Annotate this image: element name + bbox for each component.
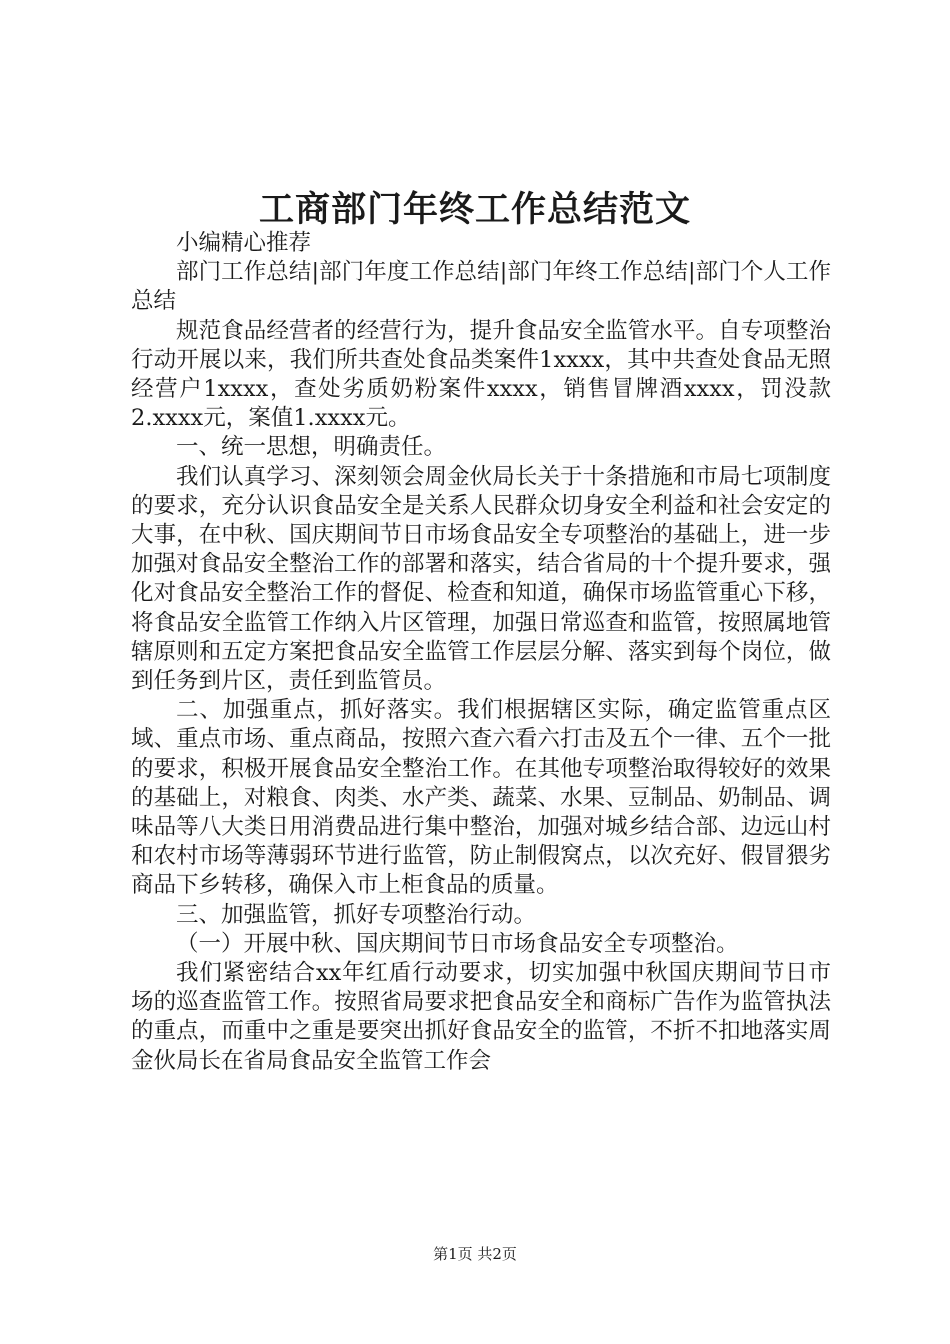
paragraph-section-2: 二、加强重点，抓好落实。我们根据辖区实际，确定监管重点区域、重点市场、重点商品，按照六查六看六打击及五个一律、五个一批的要求，积极开展食品安全整治工作。在其他专项整治取得较好的效果的基础上，对粮食、肉类、水产类、蔬菜、水果、豆制品、奶制品、调味品等八大类日用消费品进行集中整治，加强对城乡结合部、边远山村和农村市场等薄弱环节进行监管，防止制假窝点，以次充好、假冒猥劣商品下乡转移，确保入市上柜食品的质量。 — [131, 697, 831, 899]
paragraph-intro: 规范食品经营者的经营行为，提升食品安全监管水平。自专项整治行动开展以来，我们所共查处食品类案件1xxxx，其中共查处食品无照经营户1xxxx，查处劣质奶粉案件xxxx，销售冒牌酒xxxx，罚没款2.xxxx元，案值1.xxxx元。 — [131, 317, 831, 432]
paragraph-related-links: 部门工作总结|部门年度工作总结|部门年终工作总结|部门个人工作总结 — [131, 259, 831, 315]
section-heading-1: 一、统一思想，明确责任。 — [176, 434, 447, 461]
paragraph-section-1: 我们认真学习、深刻领会周金伙局长关于十条措施和市局七项制度的要求，充分认识食品安全是关系人民群众切身安全利益和社会安定的大事，在中秋、国庆期间节日市场食品安全专项整治的基础上，进一步加强对食品安全整治工作的部署和落实，结合省局的十个提升要求，强化对食品安全整治工作的督促、检查和知道，确保市场监管重心下移，将食品安全监管工作纳入片区管理，加强日常巡查和监管，按照属地管辖原则和五定方案把食品安全监管工作层层分解、落实到每个岗位，做到任务到片区，责任到监管员。 — [131, 463, 831, 695]
document-title: 工商部门年终工作总结范文 — [258, 189, 691, 230]
subsection-heading-1: （一）开展中秋、国庆期间节日市场食品安全专项整治。 — [176, 930, 739, 957]
document-body — [131, 229, 831, 1076]
paragraph-recommend: 小编精心推荐 — [176, 230, 312, 256]
page-footer: 第1页 共2页 — [433, 1245, 517, 1263]
paragraph-subsection-1: 我们紧密结合xx年红盾行动要求，切实加强中秋国庆期间节日市场的巡查监管工作。按照省局要求把食品安全和商标广告作为监管执法的重点，而重中之重是要突出抓好食品安全的监管，不折不扣地落实周金伙局长在省局食品安全监管工作会 — [131, 960, 831, 1074]
section-heading-3: 三、加强监管，抓好专项整治行动。 — [176, 901, 537, 928]
